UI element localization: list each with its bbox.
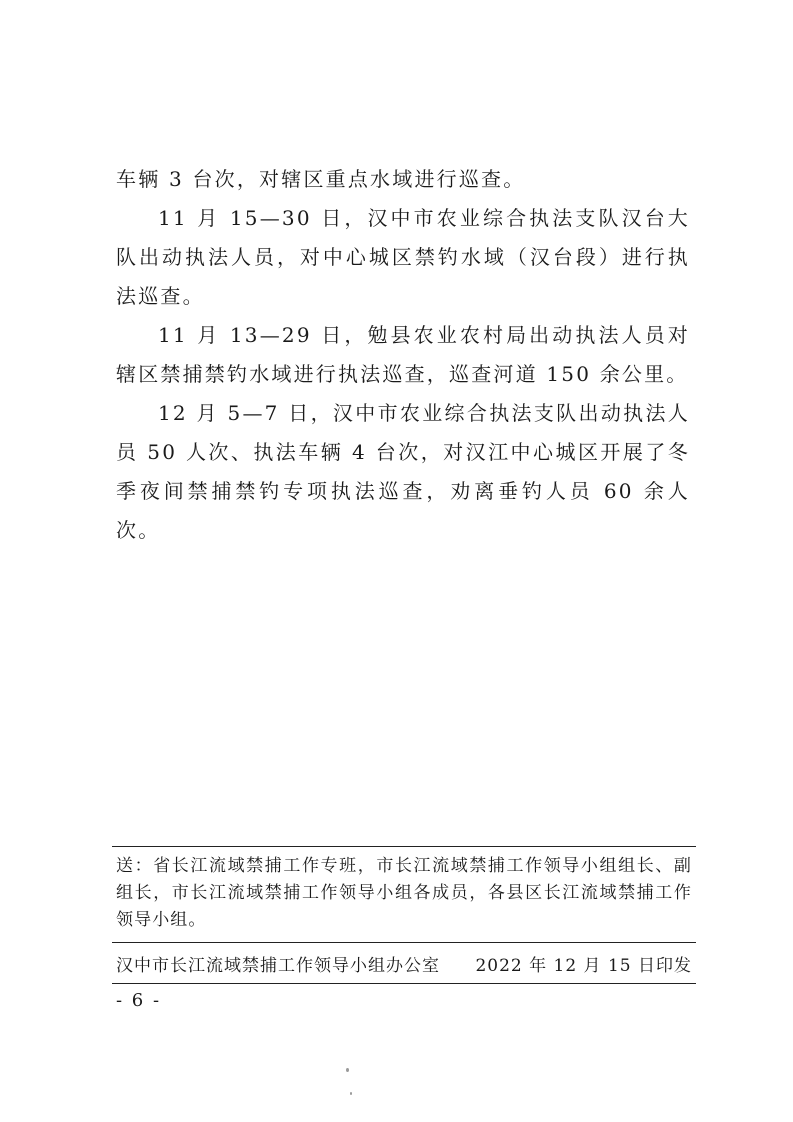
issuer-row [112, 943, 696, 983]
paragraph-continuation: 车辆 3 台次，对辖区重点水域进行巡查。 [116, 167, 526, 191]
scan-speck [346, 1068, 349, 1072]
scan-speck [350, 1092, 352, 1095]
distribution-block [112, 846, 696, 984]
issue-date: 2022 年 12 月 15 日印发 [475, 955, 692, 976]
paragraph-winter-night-patrol: 12 月 5—7 日，汉中市农业综合执法支队出动执法人员 50 人次、执法车辆 4 台次，对汉江中心城区开展了冬季夜间禁捕禁钓专项执法巡查，劝离垂钓人员 60 余人次。 [116, 401, 690, 542]
issuer-name: 汉中市长江流域禁捕工作领导小组办公室 [116, 955, 440, 976]
paragraph-hantai-patrol: 11 月 15—30 日，汉中市农业综合执法支队汉台大队出动执法人员，对中心城区禁钓水域（汉台段）进行执法巡查。 [116, 206, 690, 308]
distribution-list: 送：省长江流域禁捕工作专班，市长江流域禁捕工作领导小组组长、副组长，市长江流域禁捕工作领导小组各成员，各县区长江流域禁捕工作领导小组。 [116, 856, 692, 930]
page-number: - 6 - [116, 990, 162, 1011]
paragraph-mianxian-patrol: 11 月 13—29 日，勉县农业农村局出动执法人员对辖区禁捕禁钓水域进行执法巡查，巡查河道 150 余公里。 [116, 323, 690, 386]
body-text [116, 160, 690, 550]
bottom-rule [112, 983, 696, 984]
